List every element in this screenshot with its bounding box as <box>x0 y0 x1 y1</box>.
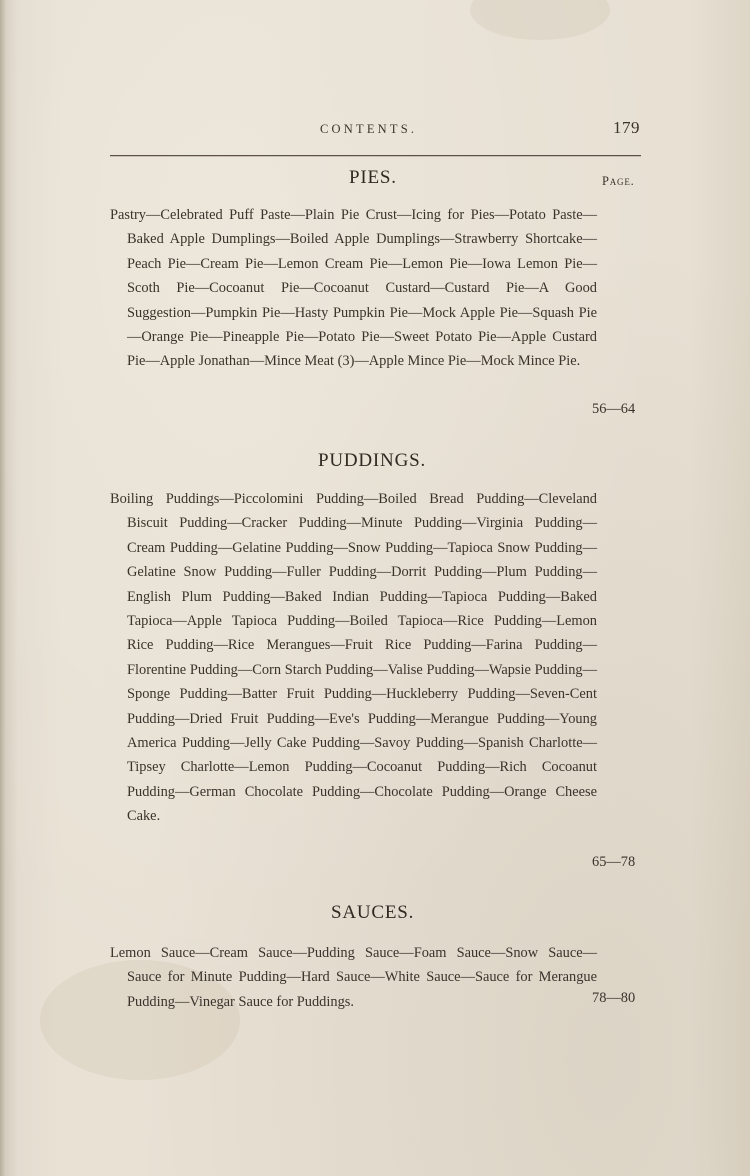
header-rule <box>110 155 641 156</box>
page-column-label: Page. <box>602 174 635 188</box>
section-pages-pies: 56—64 <box>592 401 636 417</box>
section-title-puddings: PUDDINGS. <box>318 450 427 471</box>
running-head <box>110 118 640 142</box>
section-entries-puddings: Boiling Puddings—Piccolomini Pudding—Boiled Bread Pudding—Cleveland Biscuit Pudding—Cracker Pudding—Minute Pudding—Virginia Pudding—Cream Pudding—Gelatine Pudding—Snow Pudding—Tapioca Snow Pudding—Gelatine Snow Pudding—Fuller Pudding—Dorrit Pudding—Plum Pudding—English Plum Pudding—Baked Indian Pudding—Tapioca Pudding—Baked Tapioca—Apple Tapioca Pudding—Boiled Tapioca—Rice Pudding—Lemon Rice Pudding—Rice Merangues—Fruit Rice Pudding—Farina Pudding—Florentine Pudding—Corn Starch Pudding—Valise Pudding—Wapsie Pudding—Sponge Pudding—Batter Fruit Pudding—Huckleberry Pudding—Seven-Cent Pudding—Dried Fruit Pudding—Eve's Pudding—Merangue Pudding—Young America Pudding—Jelly Cake Pudding—Savoy Pudding—Spanish Charlotte—Tipsey Charlotte—Lemon Pudding—Cocoanut Pudding—Rich Cocoanut Pudding—German Chocolate Pudding—Chocolate Pudding—Orange Cheese Cake. <box>110 491 597 825</box>
running-title: CONTENTS. <box>320 122 418 136</box>
section-pages-sauces: 78—80 <box>592 990 636 1006</box>
section-entries-pies: Pastry—Celebrated Puff Paste—Plain Pie Crust—Icing for Pies—Potato Paste—Baked Apple Dumplings—Boiled Apple Dumplings—Strawberry Shortcake—Peach Pie—Cream Pie—Lemon Cream Pie—Lemon Pie—Iowa Lemon Pie—Scoth Pie—Cocoanut Pie—Cocoanut Custard—Custard Pie—A Good Suggestion—Pumpkin Pie—Hasty Pumpkin Pie—Mock Apple Pie—Squash Pie—Orange Pie—Pineapple Pie—Potato Pie—Sweet Potato Pie—Apple Custard Pie—Apple Jonathan—Mince Meat (3)—Apple Mince Pie—Mock Mince Pie. <box>110 207 597 370</box>
paper-stain <box>470 0 610 40</box>
page-number: 179 <box>613 118 640 137</box>
section-title-sauces: SAUCES. <box>331 902 415 923</box>
section-pages-puddings: 65—78 <box>592 854 636 870</box>
section-entries-sauces: Lemon Sauce—Cream Sauce—Pudding Sauce—Foam Sauce—Snow Sauce—Sauce for Minute Pudding—Hard Sauce—White Sauce—Sauce for Merangue Pudding—Vinegar Sauce for Puddings. <box>110 945 597 1010</box>
section-title-pies: PIES. <box>349 167 397 188</box>
page-binding-edge <box>0 0 6 1176</box>
